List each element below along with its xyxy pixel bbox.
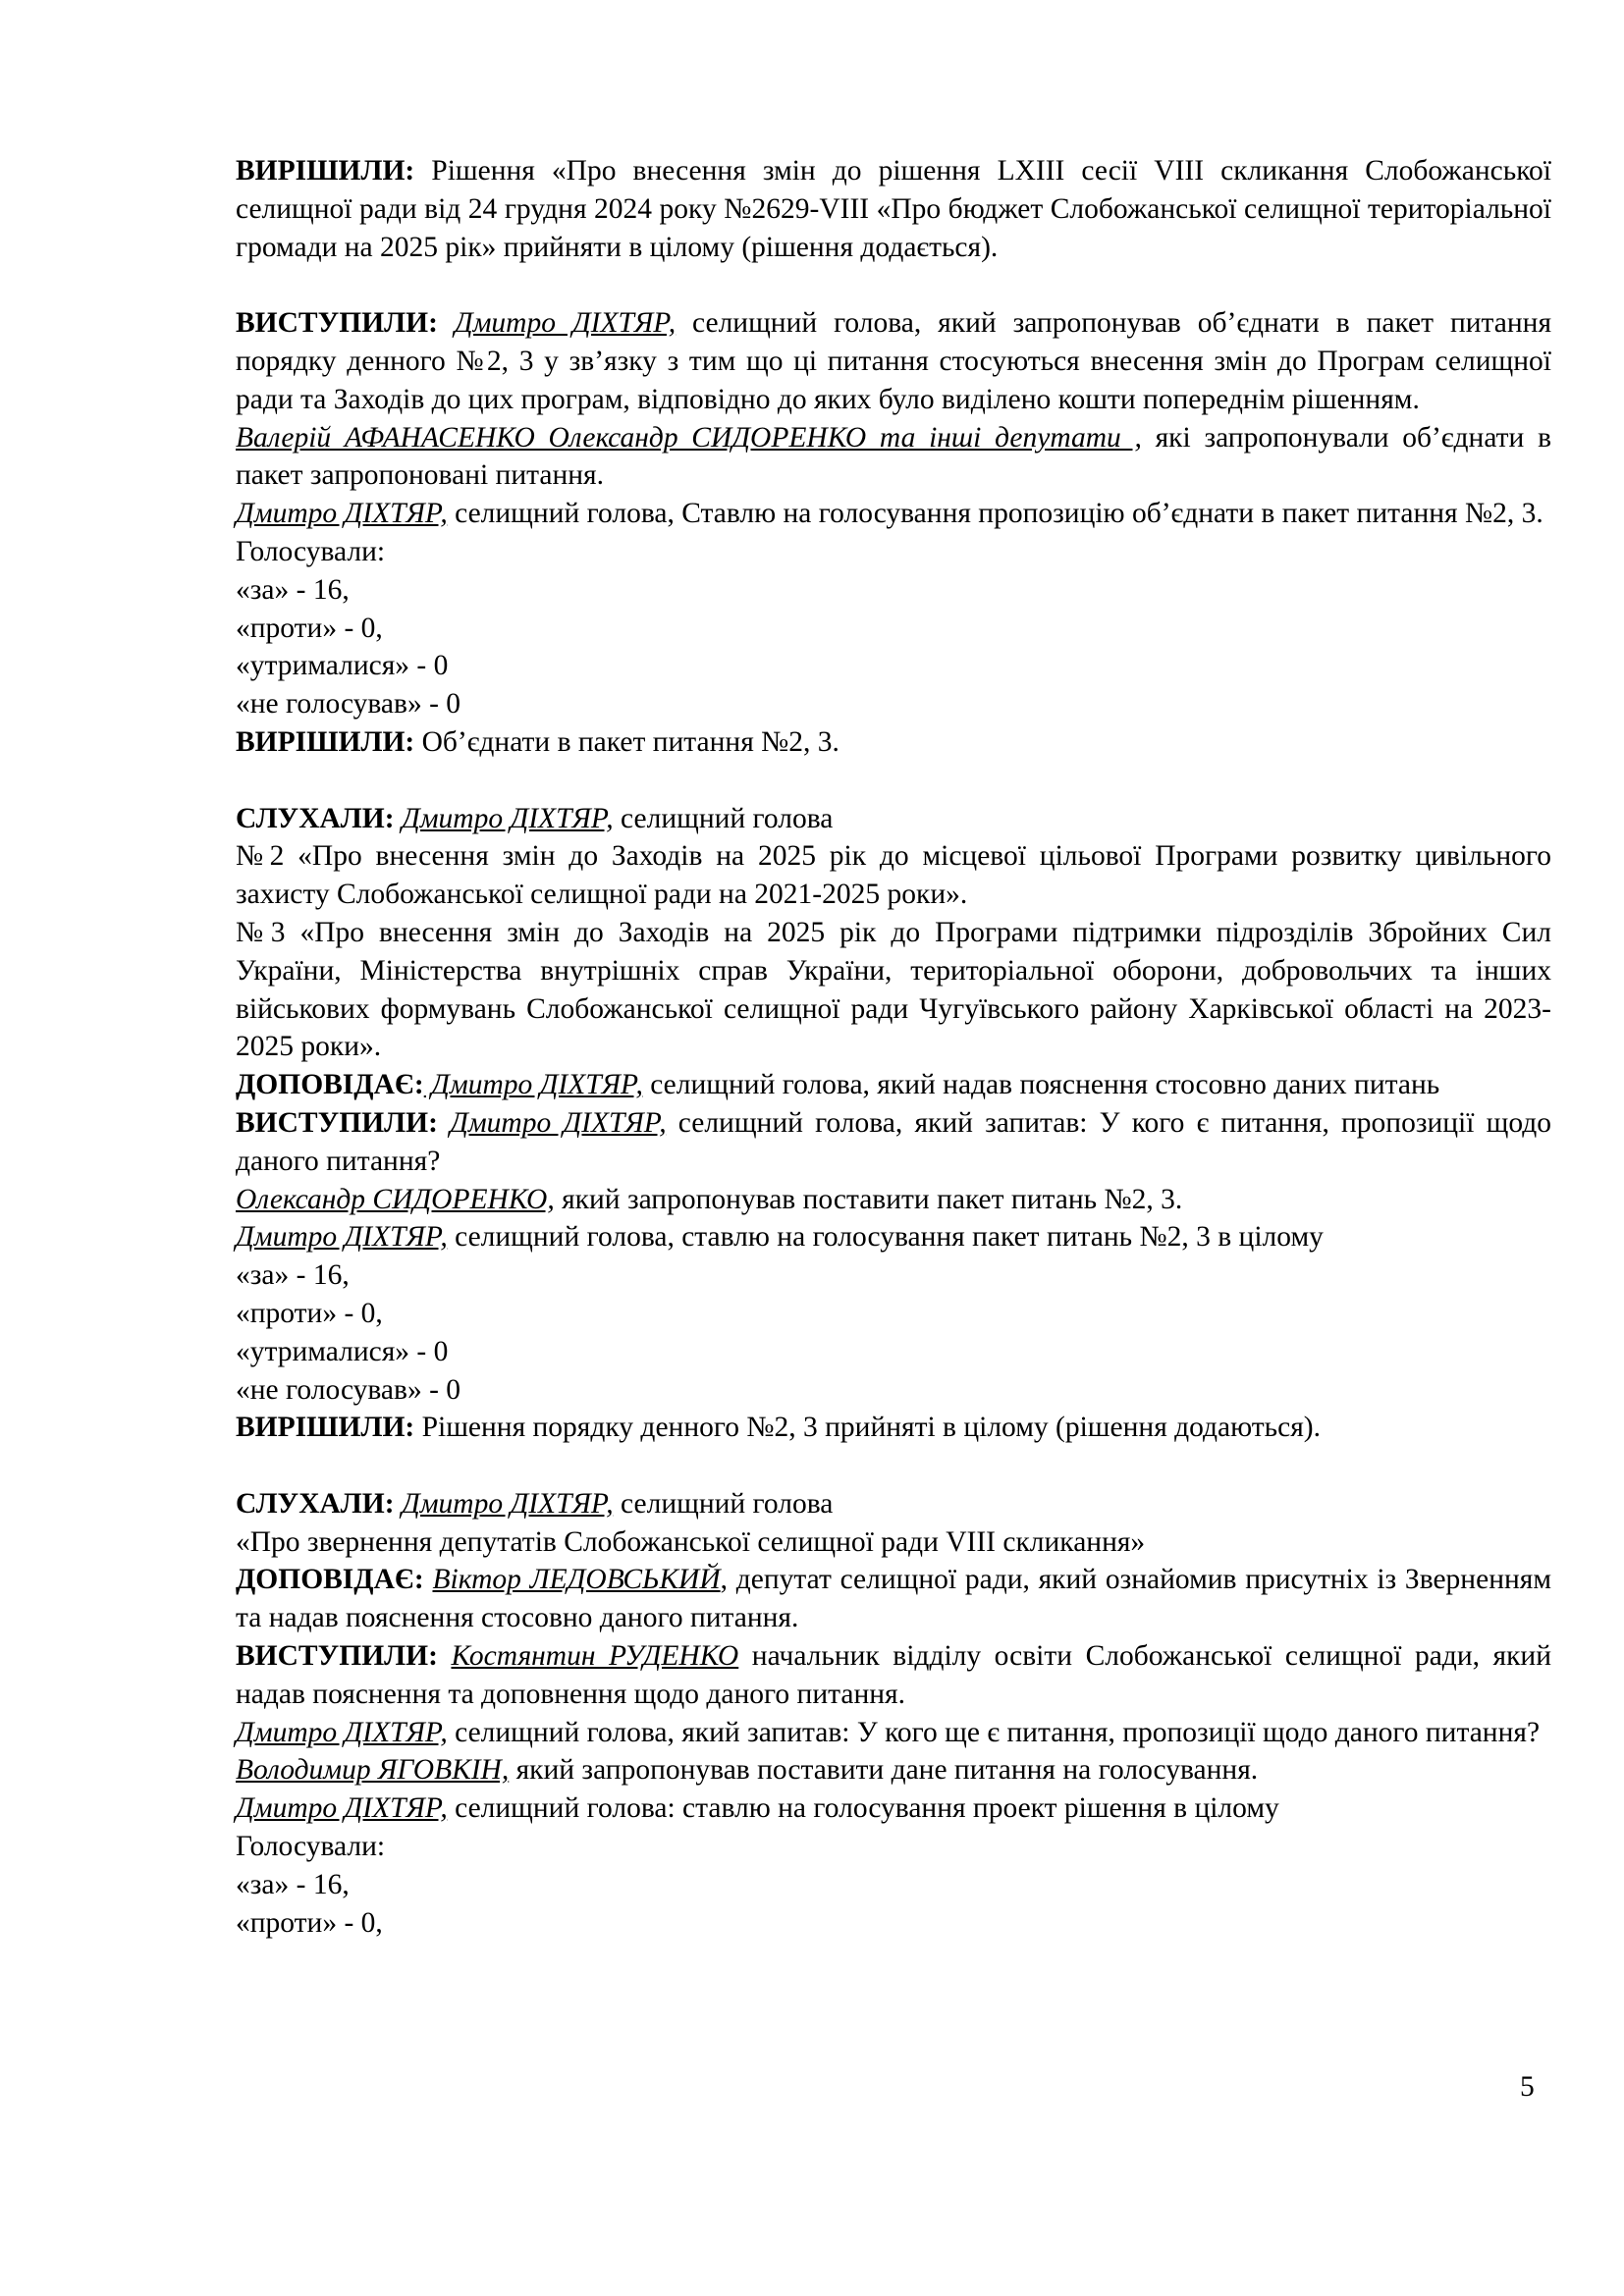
speaker-paragraph: Дмитро ДІХТЯР, селищний голова: ставлю на голосування проект рішення в цілому bbox=[236, 1792, 1279, 1825]
agenda-topic: «Про звернення депутатів Слобожанської селищної ради VIII скликання» bbox=[236, 1525, 1146, 1558]
speaker-name: Дмитро ДІХТЯР, bbox=[401, 1487, 614, 1520]
speaker-name: Дмитро ДІХТЯР, bbox=[401, 802, 614, 834]
speaker-paragraph: Володимир ЯГОВКІН, який запропонував поставити дане питання на голосування. bbox=[236, 1754, 1259, 1787]
speaker-name: Дмитро ДІХТЯР, bbox=[236, 1221, 448, 1254]
decision-line: ВИРІШИЛИ: Рішення порядку денного №2, 3 прийняті в цілому (рішення додаються). bbox=[236, 1412, 1322, 1444]
vote-not-voted: «не голосував» - 0 bbox=[236, 688, 461, 721]
page-number: 5 bbox=[1520, 2071, 1535, 2103]
vote-abstained: «утрималися» - 0 bbox=[236, 650, 449, 682]
speaker-name: Дмитро ДІХТЯР, bbox=[423, 1069, 643, 1101]
agenda-item-3: №3 «Про внесення змін до Заходів на 2025 рік до Програми підтримки підрозділів Збройних Сил України, Міністерства внутрішніх справ України, територіальної оборони, добровольчих та інших військових формувань Слобожанської селищної ради Чугуївського району Харківської області на 2023-2025 роки». bbox=[236, 916, 1551, 1063]
heard-label: СЛУХАЛИ: bbox=[236, 1487, 395, 1520]
decision-budget: ВИРІШИЛИ: Рішення «Про внесення змін до рішення LXIII сесії VIII скликання Слобожанської селищної ради від 24 грудня 2024 року №2629-VIII «Про бюджет Слобожанської селищної територіальної громади на 2025 рік» прийняти в цілому (рішення додається). bbox=[236, 155, 1551, 263]
reporter-paragraph: ДОПОВІДАЄ: Віктор ЛЕДОВСЬКИЙ, депутат селищної ради, який ознайомив присутніх із Зверненням та надав пояснення стосовно даного питання. bbox=[236, 1564, 1552, 1634]
reports-label: ДОПОВІДАЄ: bbox=[236, 1069, 424, 1101]
speaker-name: Валерій АФАНАСЕНКО Олександр СИДОРЕНКО та інші депутати , bbox=[236, 421, 1142, 454]
speaker-name: Володимир ЯГОВКІН, bbox=[236, 1754, 510, 1787]
heard-label: СЛУХАЛИ: bbox=[236, 802, 395, 834]
spoke-label: ВИСТУПИЛИ: bbox=[236, 1640, 438, 1673]
speaker-name: Дмитро ДІХТЯР, bbox=[236, 498, 448, 530]
speaker-paragraph: Дмитро ДІХТЯР, селищний голова, ставлю на голосування пакет питань №2, 3 в цілому bbox=[236, 1221, 1324, 1254]
agenda-item-2: №2 «Про внесення змін до Заходів на 2025 рік до місцевої цільової Програми розвитку цивільного захисту Слобожанської селищної ради на 2021-2025 роки». bbox=[236, 840, 1551, 911]
speaker-paragraph: Дмитро ДІХТЯР, селищний голова, який запитав: У кого ще є питання, пропозиції щодо даного питання? bbox=[236, 1716, 1541, 1748]
vote-against: «проти» - 0, bbox=[236, 1297, 383, 1329]
speaker-name: Дмитро ДІХТЯР, bbox=[454, 307, 677, 340]
heard-line: СЛУХАЛИ: Дмитро ДІХТЯР, селищний голова bbox=[236, 802, 834, 834]
document-page bbox=[236, 152, 1551, 1942]
speaker-name: Дмитро ДІХТЯР, bbox=[236, 1716, 448, 1748]
decision-label: ВИРІШИЛИ: bbox=[236, 725, 415, 758]
spoke-label: ВИСТУПИЛИ: bbox=[236, 307, 438, 340]
vote-against: «проти» - 0, bbox=[236, 1906, 383, 1939]
speaker-name: Дмитро ДІХТЯР, bbox=[236, 1792, 448, 1825]
vote-against: «проти» - 0, bbox=[236, 612, 383, 644]
reporter-paragraph: ДОПОВІДАЄ: Дмитро ДІХТЯР, селищний голова, який надав пояснення стосовно даних питань bbox=[236, 1069, 1440, 1101]
speaker-name: Костянтин РУДЕНКО bbox=[451, 1640, 739, 1673]
vote-for: «за» - 16, bbox=[236, 573, 350, 606]
speaker-name: Дмитро ДІХТЯР, bbox=[450, 1106, 667, 1139]
decision-line: ВИРІШИЛИ: Об’єднати в пакет питання №2, 3. bbox=[236, 725, 839, 758]
speaker-paragraph: ВИСТУПИЛИ: Дмитро ДІХТЯР, селищний голова, який запропонував об’єднати в пакет питання порядку денного №2, 3 у зв’язку з тим що ці питання стосуються внесення змін до Програм селищної ради та Заходів до цих програм, відповідно до яких було виділено кошти попереднім рішенням. bbox=[236, 307, 1552, 415]
vote-for: «за» - 16, bbox=[236, 1259, 350, 1292]
speaker-paragraph: Олександр СИДОРЕНКО, який запропонував поставити пакет питань №2, 3. bbox=[236, 1183, 1183, 1215]
voted-line: Голосували: bbox=[236, 1831, 386, 1863]
vote-for: «за» - 16, bbox=[236, 1868, 350, 1900]
vote-not-voted: «не голосував» - 0 bbox=[236, 1373, 461, 1406]
speaker-name: Віктор ЛЕДОВСЬКИЙ bbox=[432, 1564, 721, 1596]
speaker-paragraph: Валерій АФАНАСЕНКО Олександр СИДОРЕНКО та інші депутати , які запропонували об’єднати в пакет запропоновані питання. bbox=[236, 421, 1551, 492]
decision-label: ВИРІШИЛИ: bbox=[236, 155, 415, 187]
decision-label: ВИРІШИЛИ: bbox=[236, 1412, 415, 1444]
speaker-paragraph: ВИСТУПИЛИ: Костянтин РУДЕНКО начальник відділу освіти Слобожанської селищної ради, який надав пояснення та доповнення щодо даного питання. bbox=[236, 1640, 1552, 1710]
heard-line: СЛУХАЛИ: Дмитро ДІХТЯР, селищний голова bbox=[236, 1487, 834, 1520]
vote-abstained: «утрималися» - 0 bbox=[236, 1335, 449, 1367]
speaker-name: Олександр СИДОРЕНКО, bbox=[236, 1183, 555, 1215]
voted-line: Голосували: bbox=[236, 535, 386, 567]
speaker-paragraph: Дмитро ДІХТЯР, селищний голова, Ставлю на голосування пропозицію об’єднати в пакет питання №2, 3. bbox=[236, 498, 1543, 530]
speaker-paragraph: ВИСТУПИЛИ: Дмитро ДІХТЯР, селищний голова, який запитав: У кого є питання, пропозиції щодо даного питання? bbox=[236, 1106, 1551, 1177]
reports-label: ДОПОВІДАЄ: bbox=[236, 1564, 424, 1596]
spoke-label: ВИСТУПИЛИ: bbox=[236, 1106, 438, 1139]
